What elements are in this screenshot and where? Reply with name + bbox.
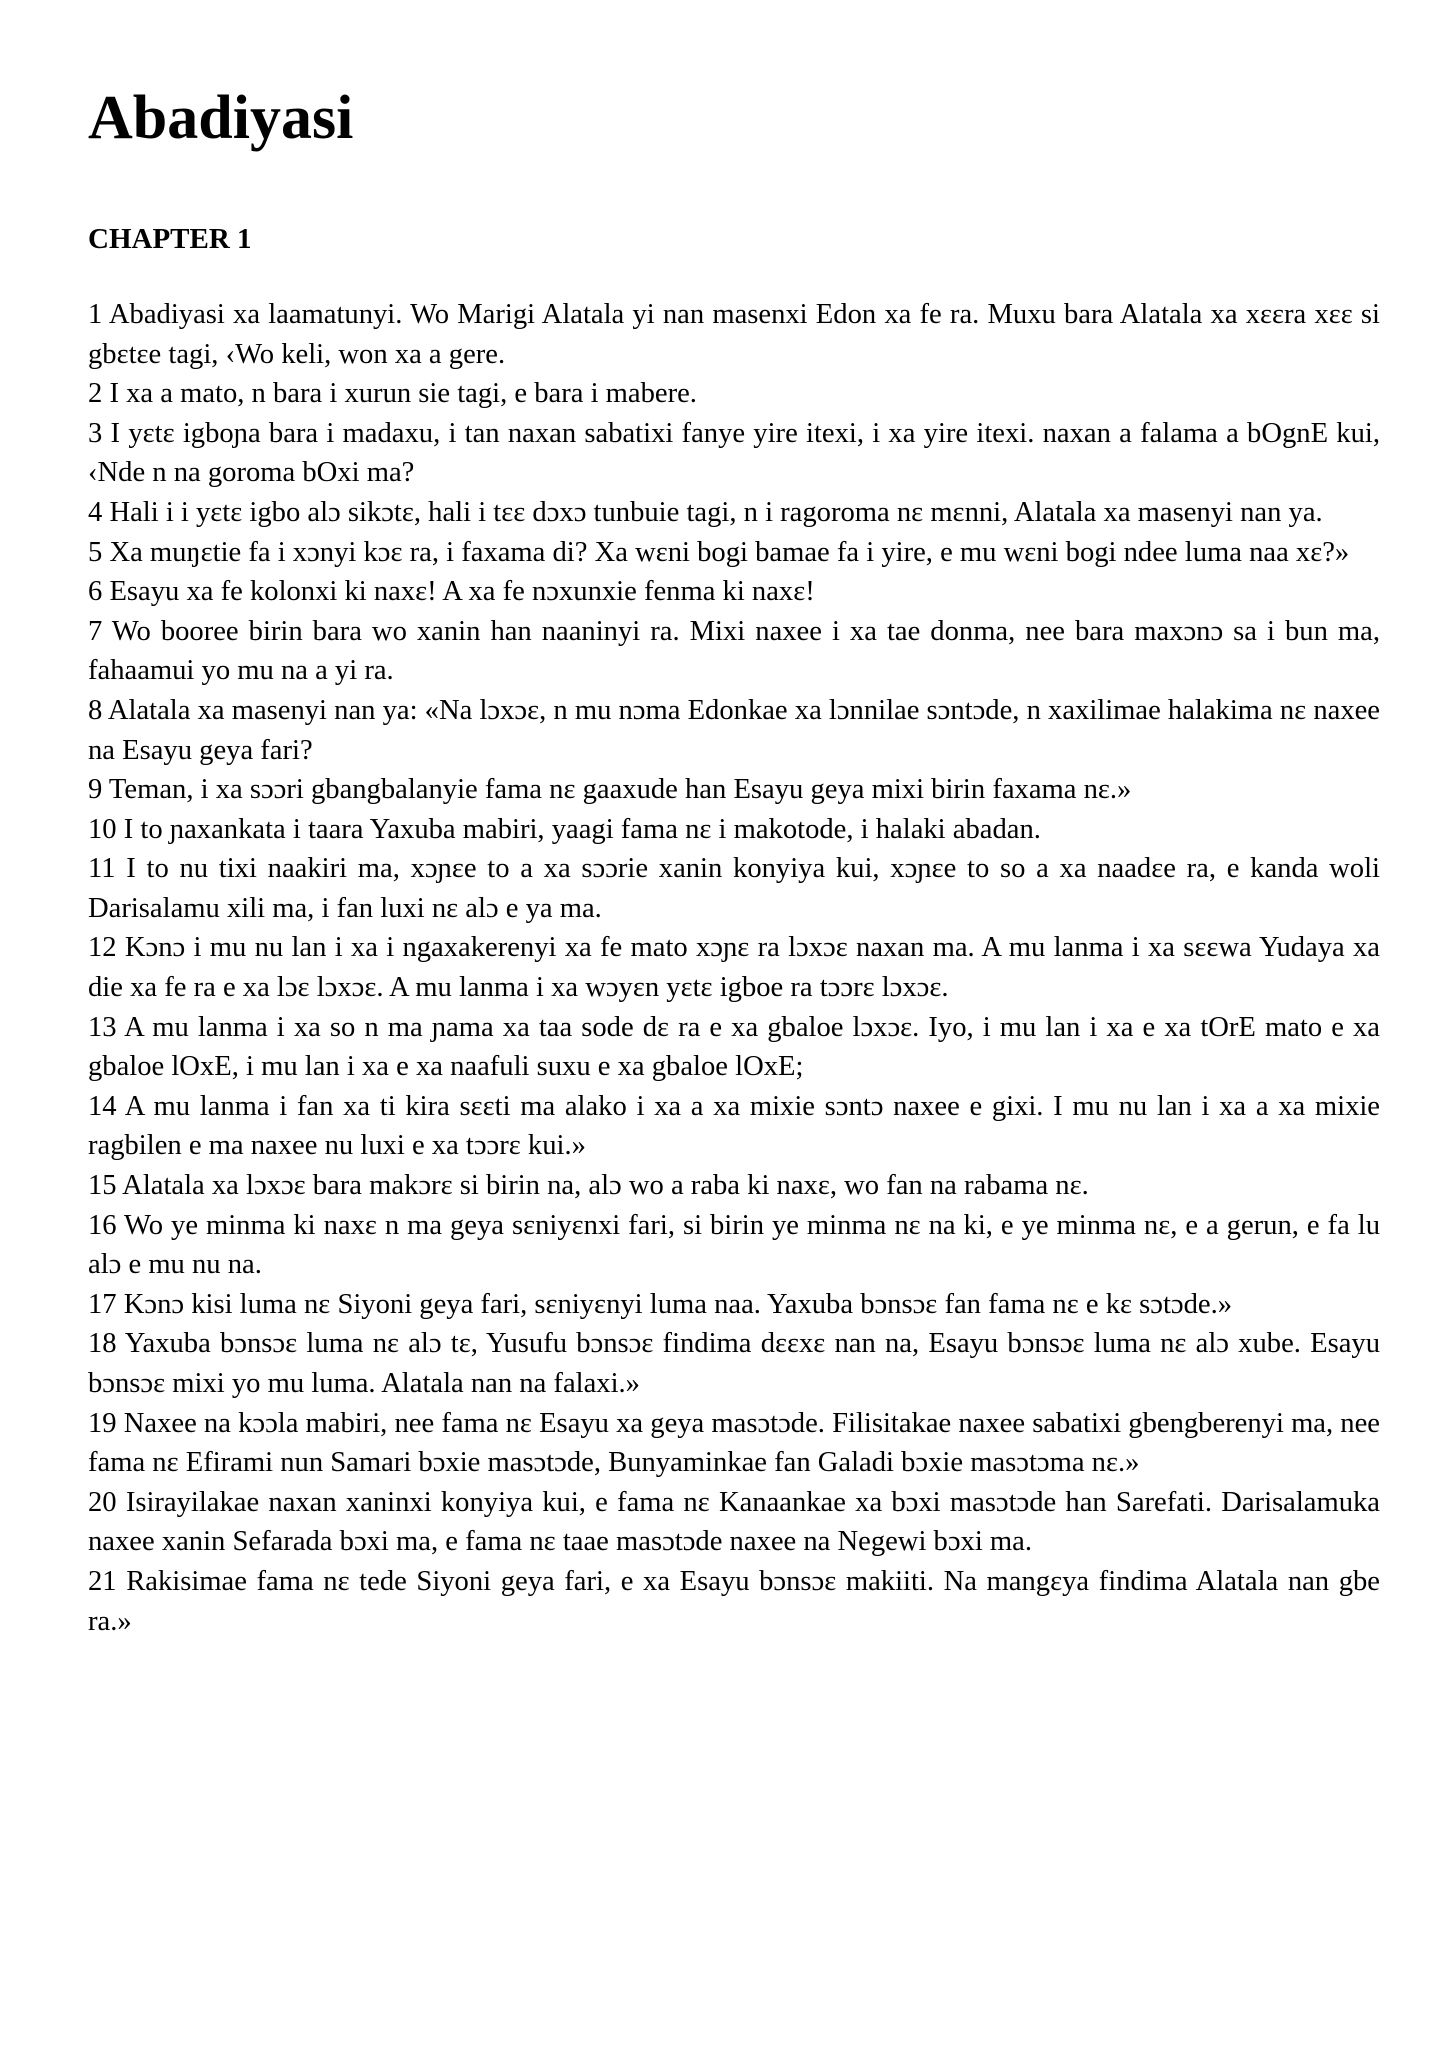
verse-13: 13 A mu lanma i xa so n ma ɲama xa taa sode dɛ ra e xa gbaloe lɔxɔɛ. Iyo, i mu lan i xa e xa tOrE mato e xa gbaloe lOxE, i mu lan i xa e xa naafuli suxu e xa gbaloe lOxE; xyxy=(88,1011,1380,1083)
verse-14: 14 A mu lanma i fan xa ti kira sɛɛti ma alako i xa a xa mixie sɔntɔ naxee e gixi. I mu nu lan i xa a xa mixie ragbilen e ma naxee nu luxi e xa tɔɔrɛ kui.» xyxy=(88,1090,1380,1162)
verse-11: 11 I to nu tixi naakiri ma, xɔɲɛe to a xa sɔɔrie xanin konyiya kui, xɔɲɛe to so a xa naadɛe ra, e kanda woli Darisalamu xili ma, i fan luxi nɛ alɔ e ya ma. xyxy=(88,853,1380,924)
verse-8: 8 Alatala xa masenyi nan ya: «Na lɔxɔɛ, n mu nɔma Edonkae xa lɔnnilae sɔntɔde, n xaxilimae halakima nɛ naxee na Esayu geya fari? xyxy=(88,694,1380,766)
verse-6: 6 Esayu xa fe kolonxi ki naxɛ! A xa fe nɔxunxie fenma ki naxɛ! xyxy=(88,576,815,608)
verse-2: 2 I xa a mato, n bara i xurun sie tagi, e bara i mabere. xyxy=(88,378,697,410)
verse-4: 4 Hali i i yɛtɛ igbo alɔ sikɔtɛ, hali i tɛɛ dɔxɔ tunbuie tagi, n i ragoroma nɛ mɛnni, Alatala xa masenyi nan ya. xyxy=(88,496,1323,528)
verse-7: 7 Wo booree birin bara wo xanin han naaninyi ra. Mixi naxee i xa tae donma, nee bara maxɔnɔ sa i bun ma, fahaamui yo mu na a yi ra. xyxy=(88,615,1380,687)
verse-21: 21 Rakisimae fama nɛ tede Siyoni geya fari, e xa Esayu bɔnsɔɛ makiiti. Na mangɛya findima Alatala nan gbe ra.» xyxy=(88,1565,1380,1637)
verse-15: 15 Alatala xa lɔxɔɛ bara makɔrɛ si birin na, alɔ wo a raba ki naxɛ, wo fan na rabama nɛ. xyxy=(88,1170,1089,1202)
book-title: Abadiyasi xyxy=(88,84,354,152)
document-page xyxy=(88,84,1380,1641)
verse-20: 20 Isirayilakae naxan xaninxi konyiya kui, e fama nɛ Kanaankae xa bɔxi masɔtɔde han Sarefati. Darisalamuka naxee xanin Sefarada bɔxi ma, e fama nɛ taae masɔtɔde naxee na Negewi bɔxi ma. xyxy=(88,1486,1380,1558)
chapter-heading: CHAPTER 1 xyxy=(88,223,252,256)
verse-17: 17 Kɔnɔ kisi luma nɛ Siyoni geya fari, sɛniyɛnyi luma naa. Yaxuba bɔnsɔɛ fan fama nɛ e kɛ sɔtɔde.» xyxy=(88,1288,1233,1320)
verse-3: 3 I yɛtɛ igboɲa bara i madaxu, i tan naxan sabatixi fanye yire itexi, i xa yire itexi. naxan a falama a bOgnE kui, ‹Nde n na goroma bOxi ma? xyxy=(88,417,1380,489)
verse-16: 16 Wo ye minma ki naxɛ n ma geya sɛniyɛnxi fari, si birin ye minma nɛ na ki, e ye minma nɛ, e a gerun, e fa lu alɔ e mu nu na. xyxy=(88,1209,1380,1281)
verse-1: 1 Abadiyasi xa laamatunyi. Wo Marigi Alatala yi nan masenxi Edon xa fe ra. Muxu bara Alatala xa xɛɛra xɛɛ si gbɛtɛe tagi, ‹Wo keli, won xa a gere. xyxy=(88,298,1380,370)
verse-10: 10 I to ɲaxankata i taara Yaxuba mabiri, yaagi fama nɛ i makotode, i halaki abadan. xyxy=(88,813,1041,845)
verse-5: 5 Xa muŋɛtie fa i xɔnyi kɔɛ ra, i faxama di? Xa wɛni bogi bamae fa i yire, e mu wɛni bogi ndee luma naa xɛ?» xyxy=(88,536,1350,568)
verse-19: 19 Naxee na kɔɔla mabiri, nee fama nɛ Esayu xa geya masɔtɔde. Filisitakae naxee sabatixi gbengberenyi ma, nee fama nɛ Efirami nun Samari bɔxie masɔtɔde, Bunyaminkae fan Galadi bɔxie masɔtɔma nɛ.» xyxy=(88,1407,1380,1479)
verse-12: 12 Kɔnɔ i mu nu lan i xa i ngaxakerenyi xa fe mato xɔɲɛ ra lɔxɔɛ naxan ma. A mu lanma i xa sɛɛwa Yudaya xa die xa fe ra e xa lɔɛ lɔxɔɛ. A mu lanma i xa wɔyɛn yɛtɛ igboe ra tɔɔrɛ lɔxɔɛ. xyxy=(88,932,1380,1004)
verse-9: 9 Teman, i xa sɔɔri gbangbalanyie fama nɛ gaaxude han Esayu geya mixi birin faxama nɛ.» xyxy=(88,774,1132,806)
verse-list xyxy=(88,295,1380,1641)
verse-18: 18 Yaxuba bɔnsɔɛ luma nɛ alɔ tɛ, Yusufu bɔnsɔɛ findima dɛɛxɛ nan na, Esayu bɔnsɔɛ luma nɛ alɔ xube. Esayu bɔnsɔɛ mixi yo mu luma. Alatala nan na falaxi.» xyxy=(88,1328,1380,1400)
